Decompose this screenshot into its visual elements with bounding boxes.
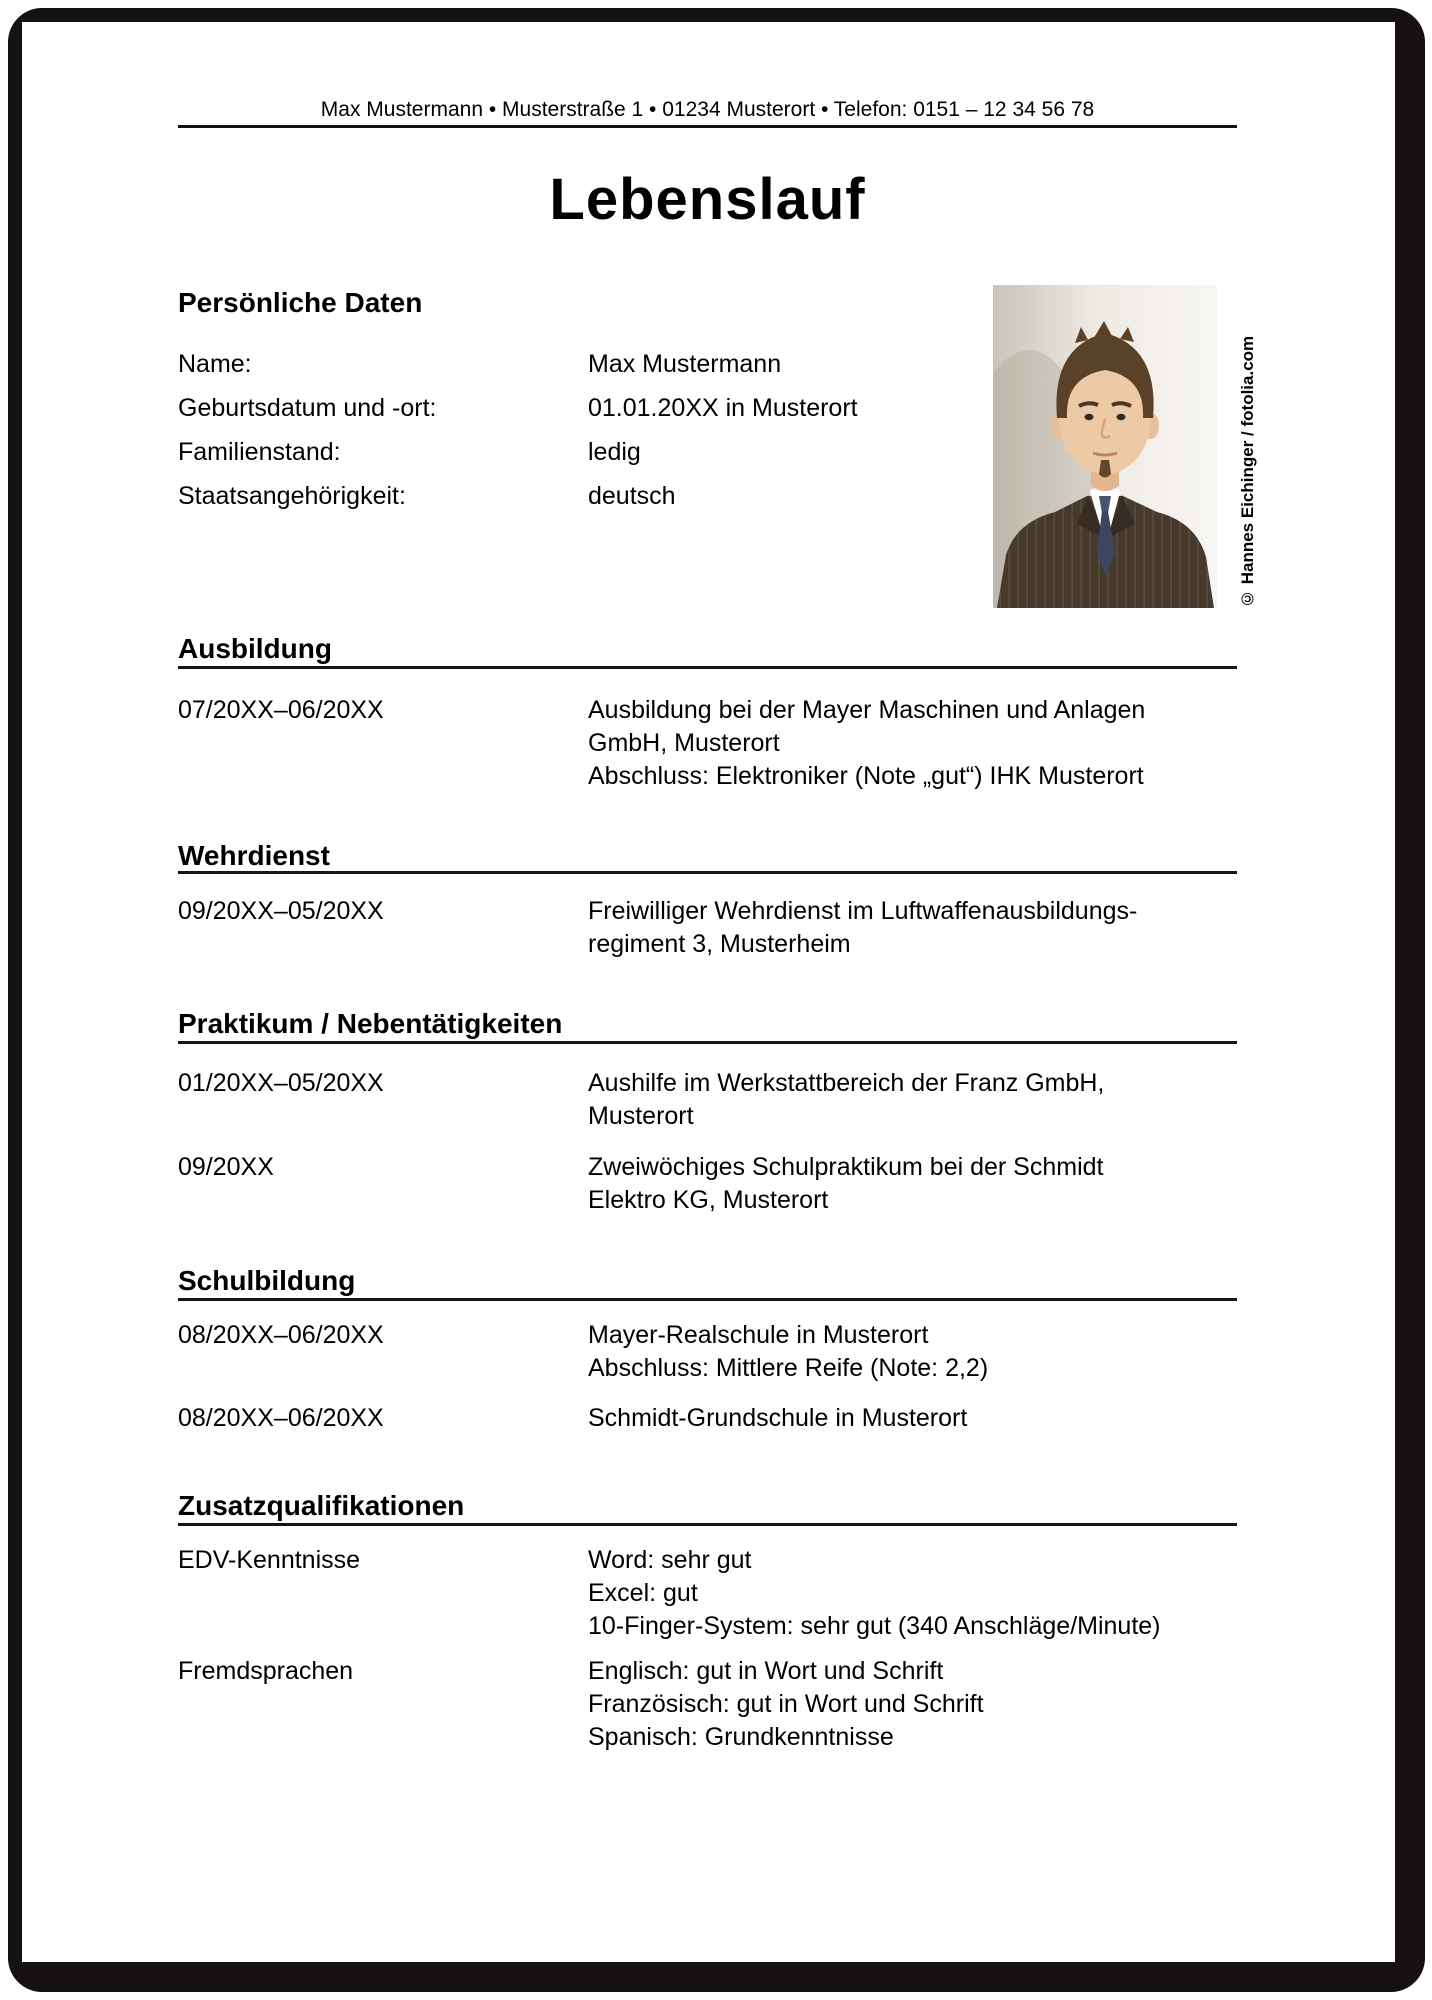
entry-description: Schmidt-Grundschule in Musterort: [588, 1404, 968, 1432]
applicant-photo: [993, 285, 1217, 608]
document-frame: [8, 8, 1425, 1992]
eye-right: [1117, 414, 1126, 420]
entry-period: 01/20XX–05/20XX: [178, 1069, 384, 1097]
section-rule: [178, 1523, 1237, 1526]
eye-left: [1085, 414, 1094, 420]
document-page: [22, 22, 1395, 1962]
zusatz-entry-fremdsprachen: [178, 1655, 1237, 1754]
photo-credit: © Hannes Eichinger / fotolia.com: [1238, 335, 1257, 608]
section-heading-wehrdienst: Wehrdienst: [178, 840, 330, 871]
section-rule: [178, 666, 1237, 669]
entry-description: Freiwilliger Wehrdienst im Luftwaffenausbildungs- regiment 3, Musterheim: [588, 897, 1138, 958]
entry-period: 07/20XX–06/20XX: [178, 696, 384, 724]
entry-period: 09/20XX–05/20XX: [178, 897, 384, 925]
field-label: Staatsangehörigkeit:: [178, 482, 406, 510]
ausbildung-entry: [178, 694, 1237, 793]
schulbildung-entry-2: [178, 1402, 1237, 1435]
goatee: [1099, 460, 1111, 478]
entry-period: EDV-Kenntnisse: [178, 1546, 361, 1574]
page-title: Lebenslauf: [549, 167, 866, 232]
field-label: Name:: [178, 350, 252, 378]
field-value: deutsch: [588, 482, 676, 510]
field-value: Max Mustermann: [588, 350, 782, 378]
section-heading-personal: Persönliche Daten: [178, 287, 423, 318]
header-rule: [178, 125, 1237, 128]
section-heading-ausbildung: Ausbildung: [178, 633, 332, 664]
entry-description: Word: sehr gut Excel: gut 10-Finger-System: sehr gut (340 Anschläge/Minute): [588, 1546, 1161, 1640]
section-heading-zusatzqualifikationen: Zusatzqualifikationen: [178, 1490, 465, 1521]
section-rule: [178, 1298, 1237, 1301]
field-value: ledig: [588, 438, 641, 466]
entry-period: Fremdsprachen: [178, 1657, 354, 1685]
section-heading-praktikum: Praktikum / Nebentätigkeiten: [178, 1008, 563, 1039]
entry-description: Zweiwöchiges Schulpraktikum bei der Schmidt Elektro KG, Musterort: [588, 1153, 1104, 1214]
contact-line: Max Mustermann • Musterstraße 1 • 01234 Musterort • Telefon: 0151 – 12 34 56 78: [320, 98, 1095, 121]
entry-period: 08/20XX–06/20XX: [178, 1404, 384, 1432]
entry-description: Aushilfe im Werkstattbereich der Franz GmbH, Musterort: [588, 1069, 1105, 1130]
schulbildung-entry-1: [178, 1319, 1237, 1385]
entry-period: 09/20XX: [178, 1153, 274, 1181]
field-value: 01.01.20XX in Musterort: [588, 394, 858, 422]
entry-period: 08/20XX–06/20XX: [178, 1321, 384, 1349]
field-label: Geburtsdatum und -ort:: [178, 394, 437, 422]
praktikum-entry-2: [178, 1151, 1237, 1217]
wehrdienst-entry: [178, 895, 1237, 961]
praktikum-entry-1: [178, 1067, 1237, 1133]
section-rule: [178, 1041, 1237, 1044]
section-rule: [178, 871, 1237, 874]
zusatz-entry-edv: [178, 1544, 1237, 1643]
entry-description: Mayer-Realschule in Musterort Abschluss: Mittlere Reife (Note: 2,2): [588, 1321, 989, 1382]
field-label: Familienstand:: [178, 438, 341, 466]
entry-description: Ausbildung bei der Mayer Maschinen und Anlagen GmbH, Musterort Abschluss: Elektroniker (Note „gut“) IHK Musterort: [588, 696, 1146, 790]
section-heading-schulbildung: Schulbildung: [178, 1265, 356, 1296]
entry-description: Englisch: gut in Wort und Schrift Französisch: gut in Wort und Schrift Spanisch: Grundkenntnisse: [588, 1657, 984, 1751]
